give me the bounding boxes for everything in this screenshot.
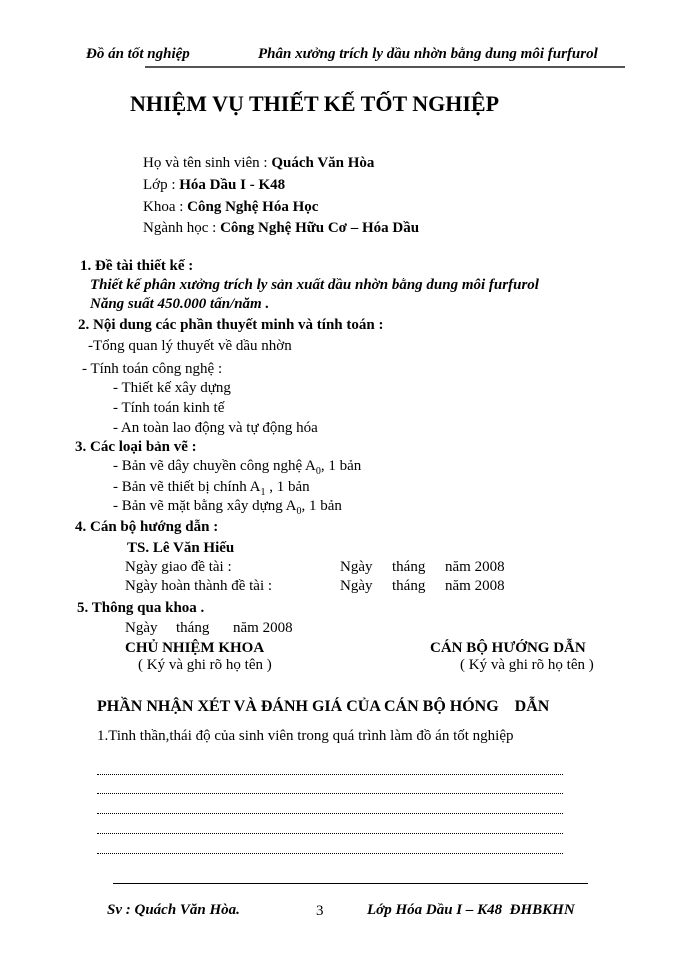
s2-subitem: - An toàn lao động và tự động hóa: [113, 420, 318, 436]
assign-year: năm 2008: [445, 559, 505, 575]
assign-label: Ngày giao đề tài :: [125, 559, 232, 575]
s2-subitem: - Thiết kế xây dựng: [113, 380, 231, 396]
dotted-line: [97, 774, 563, 775]
text: , 1 bản: [301, 498, 342, 514]
student-name-line: [143, 154, 374, 172]
text: , 1 bản: [265, 479, 310, 495]
header-rule: [145, 66, 625, 68]
s5-heading: 5. Thông qua khoa .: [77, 600, 205, 616]
advisor-sign-note: ( Ký và ghi rõ họ tên ): [460, 657, 594, 673]
s1-heading: 1. Đề tài thiết kế :: [80, 258, 194, 274]
text: - Bản vẽ thiết bị chính A: [113, 479, 261, 495]
dotted-line: [97, 853, 563, 854]
assign-day: Ngày: [340, 559, 373, 575]
label: Ngành học :: [143, 220, 217, 236]
major-value: Công Nghệ Hữu Cơ – Hóa Dầu: [220, 220, 420, 236]
footer-left: Sv : Quách Văn Hòa.: [107, 902, 240, 918]
header-right: Phân xưởng trích ly dầu nhờn bằng dung môi furfurol: [258, 46, 598, 62]
subscript: 1: [260, 487, 266, 498]
finish-day: Ngày: [340, 578, 373, 594]
faculty-value: Công Nghệ Hóa Học: [187, 199, 319, 215]
label: Khoa :: [143, 199, 184, 215]
page-title: NHIỆM VỤ THIẾT KẾ TỐT NGHIỆP: [130, 91, 500, 116]
advisor-name: TS. Lê Văn Hiếu: [127, 540, 235, 556]
s2-heading: 2. Nội dung các phần thuyết minh và tính toán :: [78, 317, 384, 333]
class-value: Hóa Dầu I - K48: [179, 177, 286, 193]
label: Lớp :: [143, 177, 176, 193]
footer-right: Lớp Hóa Dầu I – K48 ĐHBKHN: [367, 902, 575, 918]
dotted-line: [97, 833, 563, 834]
s5-day: Ngày: [125, 620, 158, 636]
footer-rule: [113, 883, 588, 884]
subscript: 0: [296, 506, 302, 517]
text: , 1 bản: [320, 458, 362, 474]
finish-label: Ngày hoàn thành đề tài :: [125, 578, 273, 594]
text: - Bản vẽ mặt bằng xây dựng A: [113, 498, 297, 514]
header-left: Đồ án tốt nghiệp: [86, 46, 190, 62]
faculty-line: [143, 198, 318, 216]
s4-heading: 4. Cán bộ hướng dẫn :: [75, 519, 219, 535]
major-line: [143, 219, 419, 237]
s2-item: -Tổng quan lý thuyết về dầu nhờn: [88, 338, 292, 354]
review-heading: PHẦN NHẬN XÉT VÀ ĐÁNH GIÁ CỦA CÁN BỘ HÓNG DẪN: [97, 698, 550, 715]
s1-capacity: Năng suất 450.000 tấn/năm .: [90, 296, 270, 312]
review-item: 1.Tinh thần,thái độ của sinh viên trong quá trình làm đồ án tốt nghiệp: [97, 728, 514, 744]
s1-topic: Thiết kế phân xưởng trích ly sản xuất dầu nhờn bằng dung môi furfurol: [90, 277, 539, 293]
page-number: 3: [316, 903, 324, 919]
finish-month: tháng: [392, 578, 426, 594]
dean-title: CHỦ NHIỆM KHOA: [125, 640, 265, 656]
finish-year: năm 2008: [445, 578, 505, 594]
label: Họ và tên sinh viên :: [143, 155, 268, 171]
advisor-title: CÁN BỘ HƯỚNG DẪN: [430, 640, 586, 656]
class-line: [143, 176, 285, 194]
student-name: Quách Văn Hòa: [271, 155, 375, 171]
dotted-line: [97, 813, 563, 814]
s3-heading: 3. Các loại bản vẽ :: [75, 439, 197, 455]
dean-sign-note: ( Ký và ghi rõ họ tên ): [138, 657, 272, 673]
s5-year: năm 2008: [233, 620, 293, 636]
assign-month: tháng: [392, 559, 426, 575]
s5-month: tháng: [176, 620, 210, 636]
s2-subitem: - Tính toán kinh tế: [113, 400, 225, 416]
s2-item: - Tính toán công nghệ :: [82, 361, 223, 377]
subscript: 0: [315, 466, 321, 477]
dotted-line: [97, 793, 563, 794]
text: - Bản vẽ dây chuyền công nghệ A: [113, 458, 316, 474]
